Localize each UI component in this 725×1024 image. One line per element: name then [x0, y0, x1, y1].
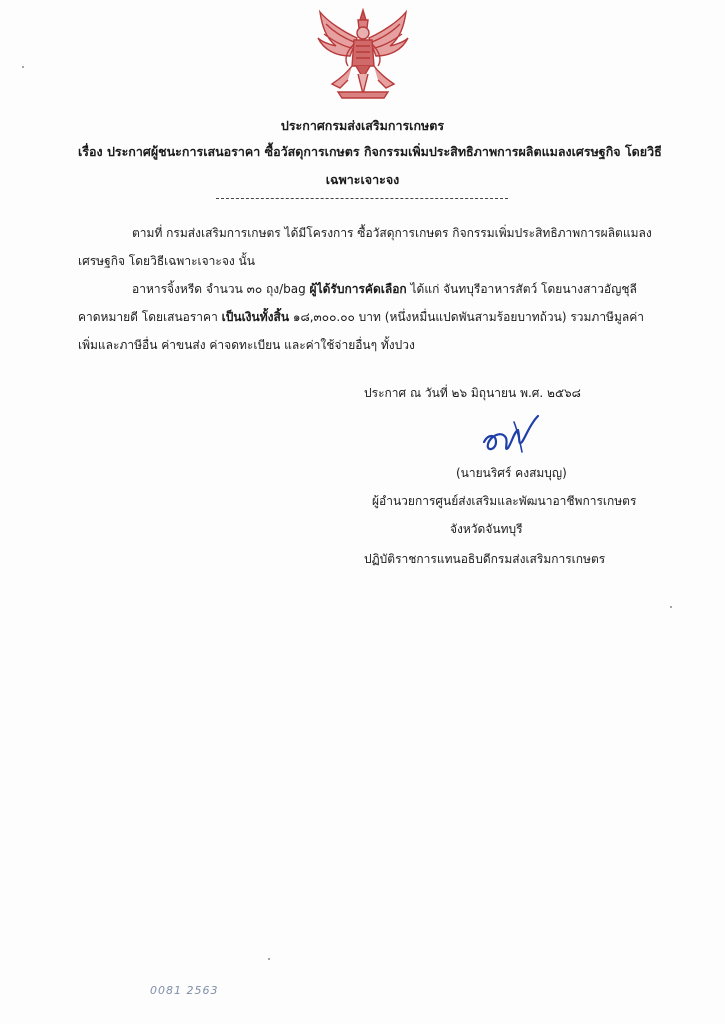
signer-province: จังหวัดจันทบุรี	[450, 522, 523, 536]
signer-name: (นายนริศร์ คงสมบุญ)	[456, 466, 567, 480]
handwritten-signature-icon	[478, 412, 548, 458]
scan-speck	[670, 606, 672, 608]
announcement-date: ประกาศ ณ วันที่ ๒๖ มิถุนายน พ.ศ. ๒๕๖๘	[364, 386, 581, 400]
title-divider	[216, 198, 508, 199]
item-description: อาหารจิ้งหรีด จำนวน ๓๐ ถุง/bag	[132, 282, 306, 296]
subject-line-continued: เฉพาะเจาะจง	[325, 172, 400, 187]
scan-speck	[22, 66, 24, 68]
signer-position: ผู้อำนวยการศูนย์ส่งเสริมและพัฒนาอาชีพการเกษตร	[372, 494, 637, 508]
scan-speck	[268, 958, 270, 960]
paragraph-2-line-3: เพิ่มและภาษีอื่น ค่าขนส่ง ค่าจดทะเบียน และค่าใช้จ่ายอื่นๆ ทั้งปวง	[78, 338, 415, 352]
paragraph-1-line-1: ตามที่ กรมส่งเสริมการเกษตร ได้มีโครงการ ซื้อวัสดุการเกษตร กิจกรรมเพิ่มประสิทธิภาพการผลิตแมลง	[132, 226, 652, 240]
vendor-name: ได้แก่ จันทบุรีอาหารสัตว์ โดยนางสาวอัญชุลี	[410, 282, 637, 296]
paragraph-2-line-1	[132, 280, 637, 299]
selected-label: ผู้ได้รับการคัดเลือก	[309, 282, 407, 296]
announcement-title: ประกาศกรมส่งเสริมการเกษตร	[280, 118, 445, 133]
garuda-emblem-icon	[314, 8, 412, 103]
total-label: เป็นเงินทั้งสิ้น	[221, 310, 290, 324]
total-amount: ๑๘,๓๐๐.๐๐ บาท (หนึ่งหมื่นแปดพันสามร้อยบาทถ้วน) รวมภาษีมูลค่า	[292, 310, 644, 324]
paragraph-1-line-2: เศรษฐกิจ โดยวิธีเฉพาะเจาะจง นั้น	[78, 254, 255, 268]
acting-on-behalf: ปฏิบัติราชการแทนอธิบดีกรมส่งเสริมการเกษตร	[364, 552, 606, 566]
pencil-note: 0081 2563	[150, 984, 219, 997]
vendor-offer: คาดหมายดี โดยเสนอราคา	[78, 310, 218, 324]
subject-line: เรื่อง ประกาศผู้ชนะการเสนอราคา ซื้อวัสดุการเกษตร กิจกรรมเพิ่มประสิทธิภาพการผลิตแมลงเศรษฐกิจ โดยวิธี	[78, 144, 662, 159]
paragraph-2-line-2	[78, 308, 644, 327]
